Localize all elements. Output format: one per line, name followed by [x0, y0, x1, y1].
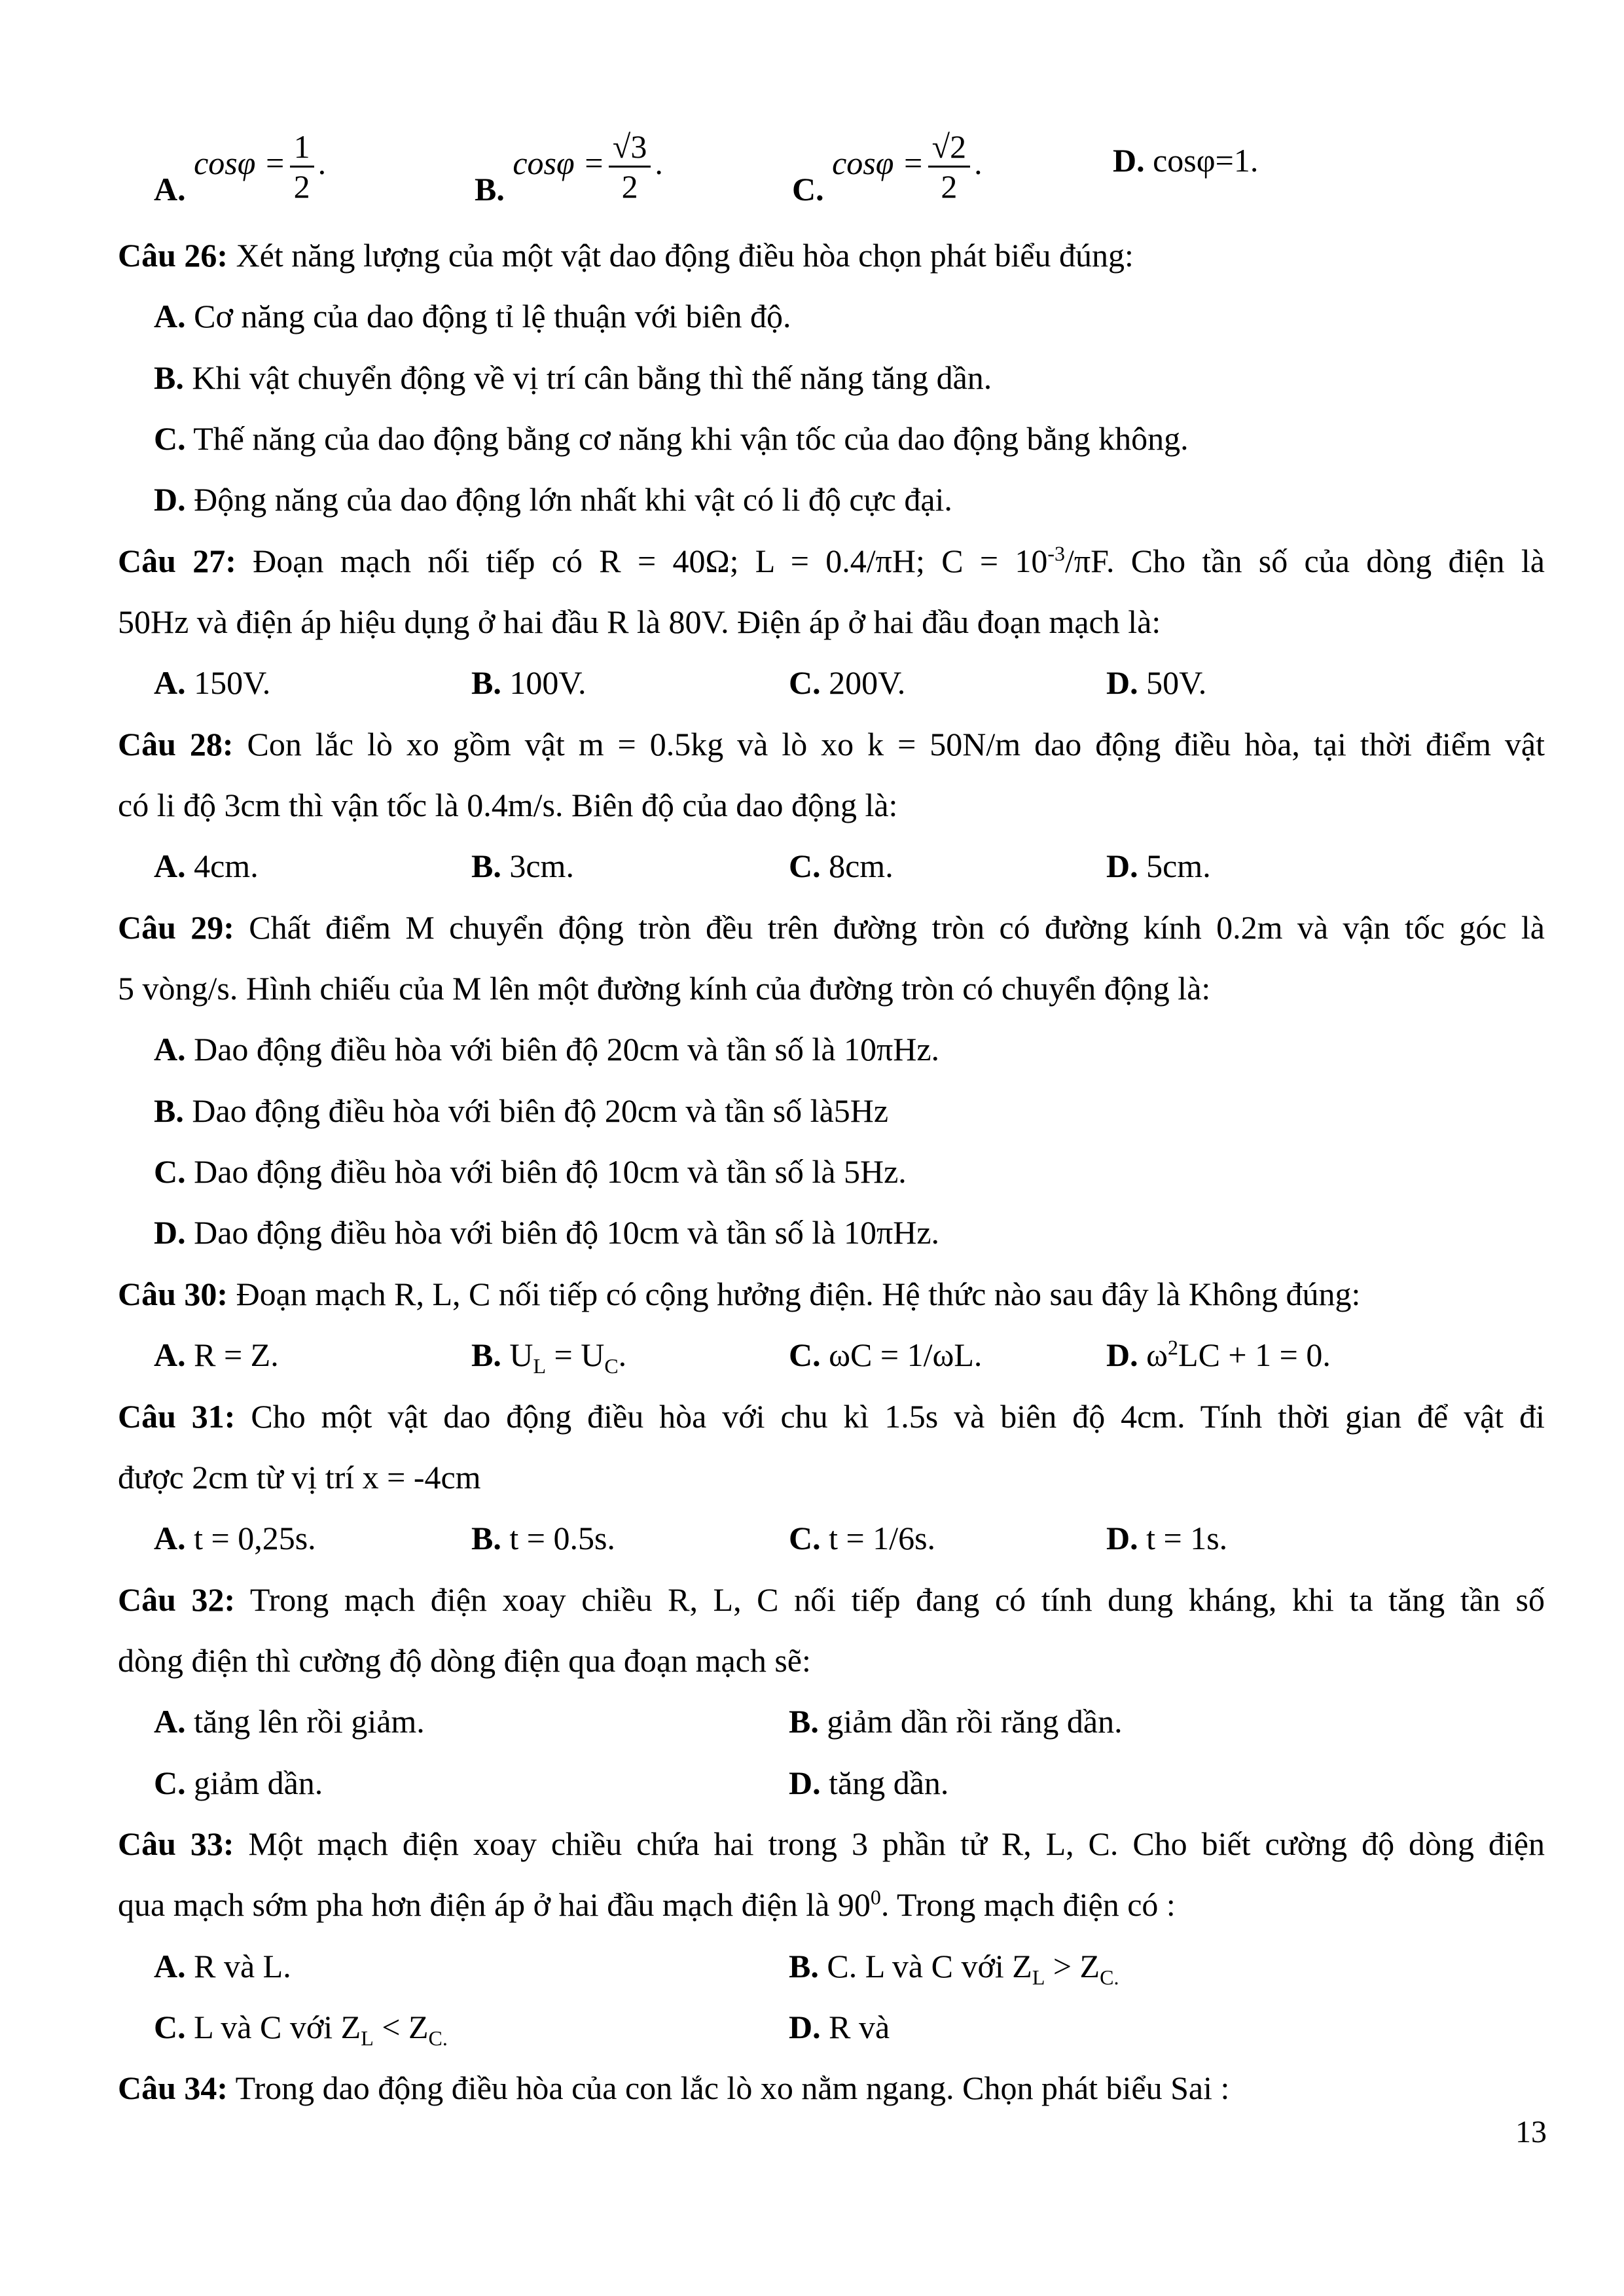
q34-stem: Câu 34: Trong dao động điều hòa của con lắc lò xo nằm ngang. Chọn phát biểu Sai :	[118, 2070, 1230, 2106]
q29-stem-line1: Câu 29: Chất điểm M chuyển động tròn đều trên đường tròn có đường kính 0.2m và vận tốc góc là	[118, 909, 1545, 946]
q27-option-d: D. 50V.	[1106, 664, 1207, 701]
q29-option-c: C. Dao động điều hòa với biên độ 10cm và tần số là 5Hz.	[154, 1153, 907, 1190]
q31-option-d: D. t = 1s.	[1106, 1520, 1228, 1556]
q26-option-c: C. Thế năng của dao động bằng cơ năng khi vận tốc của dao động bằng không.	[154, 420, 1189, 457]
q25-option-d: D. cosφ=1.	[1113, 142, 1259, 179]
fraction: $\frac{√2}{2}$	[928, 128, 970, 206]
q28-option-c: C. 8cm.	[789, 848, 893, 884]
q26-stem: Câu 26: Xét năng lượng của một vật dao động điều hòa chọn phát biểu đúng:	[118, 237, 1134, 274]
q28-stem-line2: có li độ 3cm thì vận tốc là 0.4m/s. Biên độ của dao động là:	[118, 787, 898, 823]
q27-option-c: C. 200V.	[789, 664, 906, 701]
q28-stem-line1: Câu 28: Con lắc lò xo gồm vật m = 0.5kg và lò xo k = 50N/m dao động điều hòa, tại thời điểm vật	[118, 726, 1545, 762]
page-number: 13	[1515, 2115, 1547, 2149]
q29-option-a: A. Dao động điều hòa với biên độ 20cm và tần số là 10πHz.	[154, 1031, 940, 1067]
q27-stem-line2: 50Hz và điện áp hiệu dụng ở hai đầu R là 80V. Điện áp ở hai đầu đoạn mạch là:	[118, 603, 1161, 640]
q26-option-d: D. Động năng của dao động lớn nhất khi vật có li độ cực đại.	[154, 481, 952, 518]
q25-option-b: B. cosφ = $\frac{√3}{2}$ .	[475, 128, 663, 207]
q27-option-b: B. 100V.	[471, 664, 586, 701]
q32-stem-line2: dòng điện thì cường độ dòng điện qua đoạn mạch sẽ:	[118, 1642, 811, 1679]
q30-stem: Câu 30: Đoạn mạch R, L, C nối tiếp có cộng hưởng điện. Hệ thức nào sau đây là Không đúng:	[118, 1276, 1361, 1312]
q31-option-a: A. t = 0,25s.	[154, 1520, 316, 1556]
q29-option-d: D. Dao động điều hòa với biên độ 10cm và tần số là 10πHz.	[154, 1214, 940, 1251]
fraction: $\frac{√3}{2}$	[609, 128, 651, 206]
q25-option-a: A. cosφ = $\frac{1}{2}$ .	[154, 128, 327, 207]
q33-stem-line2: qua mạch sớm pha hơn điện áp ở hai đầu mạch điện là $90^0$. Trong mạch điện có :	[118, 1885, 1176, 1923]
q32-option-b: B. giảm dần rồi răng dần.	[789, 1703, 1123, 1740]
q33-stem-line1: Câu 33: Một mạch điện xoay chiều chứa hai trong 3 phần tử R, L, C. Cho biết cường độ dòng điện	[118, 1825, 1545, 1862]
q31-option-b: B. t = 0.5s.	[471, 1520, 615, 1556]
fraction: $\frac{1}{2}$	[290, 128, 314, 206]
q32-stem-line1: Câu 32: Trong mạch điện xoay chiều R, L, C nối tiếp đang có tính dung kháng, khi ta tăng tần số	[118, 1581, 1545, 1618]
q33-option-a: A. R và L.	[154, 1948, 291, 1984]
q33-option-b: B. C. L và C với $Z_L > Z_{C.}$	[789, 1948, 1119, 1989]
q31-stem-line1: Câu 31: Cho một vật dao động điều hòa với chu kì 1.5s và biên độ 4cm. Tính thời gian để vật đi	[118, 1398, 1545, 1435]
q26-option-b: B. Khi vật chuyển động về vị trí cân bằng thì thế năng tăng dần.	[154, 359, 992, 396]
q25-option-c: C. cosφ = $\frac{√2}{2}$ .	[792, 128, 983, 207]
q26-option-a: A. Cơ năng của dao động tỉ lệ thuận với biên độ.	[154, 298, 791, 334]
q29-stem-line2: 5 vòng/s. Hình chiếu của M lên một đường kính của đường tròn có chuyển động là:	[118, 970, 1211, 1007]
q31-option-c: C. t = 1/6s.	[789, 1520, 936, 1556]
q32-option-d: D. tăng dần.	[789, 1765, 949, 1801]
q30-option-a: A. R = Z.	[154, 1336, 279, 1373]
q32-option-a: A. tăng lên rồi giảm.	[154, 1703, 425, 1740]
q28-option-b: B. 3cm.	[471, 848, 574, 884]
q30-option-d: D. $\omega^2LC + 1 = 0$.	[1106, 1335, 1331, 1373]
q28-option-a: A. 4cm.	[154, 848, 259, 884]
q33-option-c: C. L và C với $Z_L < Z_{C.}$	[154, 2009, 448, 2050]
q31-stem-line2: được 2cm từ vị trí x = -4cm	[118, 1459, 481, 1496]
q30-option-b: B. $U_L = U_C$.	[471, 1336, 627, 1378]
q28-option-d: D. 5cm.	[1106, 848, 1211, 884]
q30-option-c: C. ωC = 1/ωL.	[789, 1336, 983, 1373]
q33-option-d: D. R và	[789, 2009, 890, 2045]
q27-option-a: A. 150V.	[154, 664, 271, 701]
q32-option-c: C. giảm dần.	[154, 1765, 323, 1801]
q27-stem-line1: Câu 27: Đoạn mạch nối tiếp có R = 40Ω; L = 0.4/πH; $C = 10^{-3}/\pi F$. Cho tần số của dòng điện là	[118, 541, 1545, 579]
q29-option-b: B. Dao động điều hòa với biên độ 20cm và tần số là5Hz	[154, 1092, 889, 1129]
